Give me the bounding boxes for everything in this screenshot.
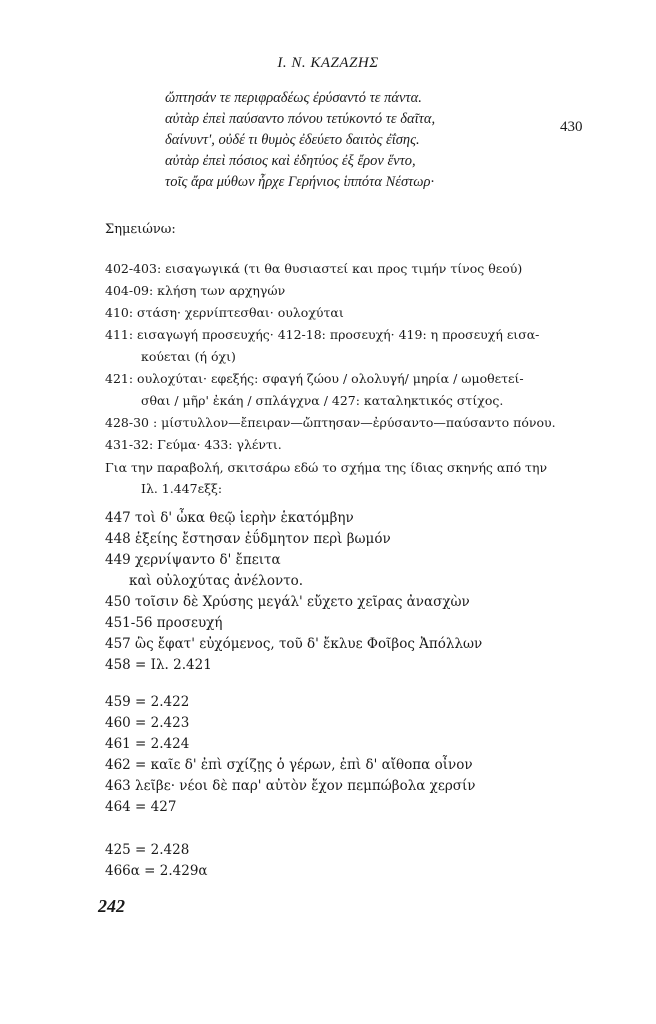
quote-line: 451-56 προσευχή: [105, 615, 223, 631]
correspondence-line: 463 λεῖβε· νέοι δὲ παρ' αὐτὸν ἔχον πεμπώβολα χερσίν: [105, 778, 476, 794]
quote-line: 447 τοὶ δ' ὦκα θεῷ ἱερὴν ἑκατόμβην: [105, 510, 354, 526]
correspondence-line: 459 = 2.422: [105, 694, 190, 710]
greek-verse-block: [165, 88, 435, 193]
correspondence-line: 460 = 2.423: [105, 715, 190, 731]
note-line: 411: εισαγωγή προσευχής· 412-18: προσευχή· 419: η προσευχή εισα-: [105, 327, 540, 342]
correspondence-line: 425 = 2.428: [105, 842, 190, 858]
note-line: 431-32: Γεύμα· 433: γλέντι.: [105, 437, 282, 452]
correspondence-line: 466α = 2.429α: [105, 863, 208, 879]
correspondence-line: 461 = 2.424: [105, 736, 190, 752]
paragraph-line: Για την παραβολή, σκιτσάρω εδώ το σχήμα της ίδιας σκηνής από την: [105, 460, 548, 475]
notes-list: [105, 258, 556, 456]
quote-line: 449 χερνίψαντο δ' ἔπειτα: [105, 552, 281, 568]
verse-line-number: 430: [560, 119, 583, 135]
quote-line: 448 ἑξείης ἔστησαν ἐΰδμητον περὶ βωμόν: [105, 531, 391, 547]
verse-line: δαίνυντ', οὐδέ τι θυμὸς ἐδεύετο δαιτὸς ἐΐσης.: [165, 132, 420, 148]
correspondence-block: [105, 840, 208, 882]
note-line: σθαι / μῆρ' ἐκάη / σπλάγχνα / 427: καταληκτικός στίχος.: [141, 393, 504, 408]
iliad-quote-block: [105, 508, 482, 676]
note-line: 410: στάση· χερνίπτεσθαι· ουλοχύται: [105, 305, 344, 320]
quote-line: 450 τοῖσιν δὲ Χρύσης μεγάλ' εὔχετο χεῖρας ἀνασχὼν: [105, 594, 470, 610]
note-line: 428-30 : μίστυλλον—ἔπειραν—ὤπτησαν—ἐρύσαντο—παύσαντο πόνου.: [105, 415, 556, 430]
paragraph-line: Ιλ. 1.447εξξ:: [141, 481, 223, 496]
correspondence-line: 464 = 427: [105, 799, 177, 815]
verse-line: αὐτὰρ ἐπεὶ πόσιος καὶ ἐδητύος ἐξ ἔρον ἕντο,: [165, 153, 416, 169]
correspondence-block: [105, 692, 476, 818]
running-header: Ι. Ν. ΚΑΖΑΖΗΣ: [277, 55, 379, 71]
correspondence-line: 462 = καῖε δ' ἐπὶ σχίζῃς ὁ γέρων, ἐπὶ δ' αἴθοπα οἶνον: [105, 757, 473, 773]
note-line: 404-09: κλήση των αρχηγών: [105, 283, 286, 298]
note-line: 402-403: εισαγωγικά (τι θα θυσιαστεί και προς τιμήν τίνος θεού): [105, 261, 523, 276]
verse-line: αὐτὰρ ἐπεὶ παύσαντο πόνου τετύκοντό τε δαῖτα,: [165, 111, 436, 127]
verse-line: ὤπτησάν τε περιφραδέως ἐρύσαντό τε πάντα.: [165, 90, 422, 106]
quote-line: καὶ οὐλοχύτας ἀνέλοντο.: [129, 573, 304, 589]
quote-line: 458 = Ιλ. 2.421: [105, 657, 212, 673]
notes-heading: Σημειώνω:: [105, 222, 176, 237]
quote-line: 457 ὣς ἔφατ' εὐχόμενος, τοῦ δ' ἔκλυε Φοῖβος Ἀπόλλων: [105, 636, 483, 652]
verse-line: τοῖς ἄρα μύθων ἦρχε Γερήνιος ἱππότα Νέστωρ·: [165, 174, 435, 190]
note-line: 421: ουλοχύται· εφεξής: σφαγή ζώου / ολολυγή/ μηρία / ωμοθετεί-: [105, 371, 524, 386]
page-number: 242: [98, 896, 125, 916]
note-line: κούεται (ή όχι): [141, 349, 236, 364]
